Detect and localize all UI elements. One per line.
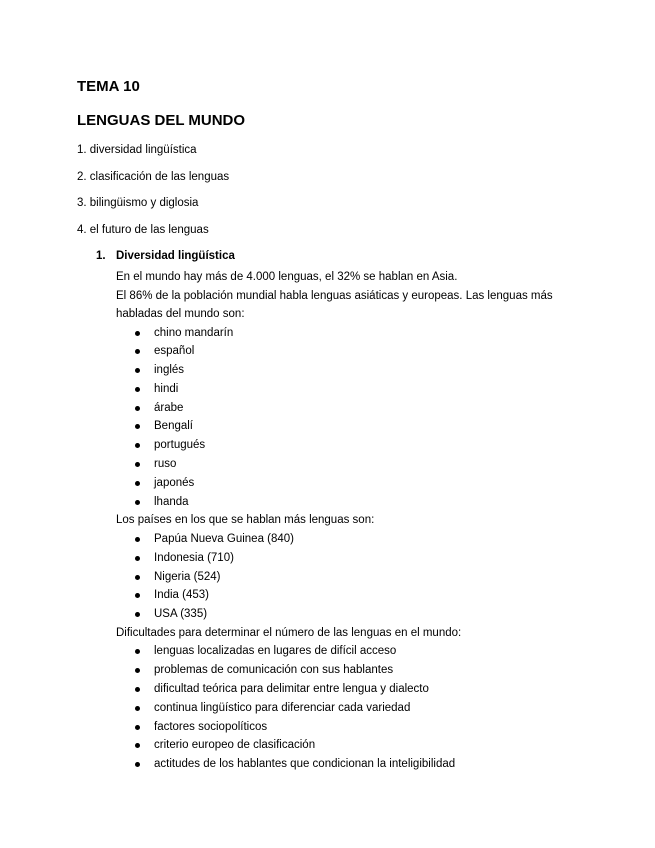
list-item: Nigeria (524) bbox=[116, 568, 586, 587]
list-item: continua lingüístico para diferenciar cada variedad bbox=[116, 699, 586, 718]
list-item: portugués bbox=[116, 436, 586, 455]
difficulties-intro: Dificultades para determinar el número de las lenguas en el mundo: bbox=[116, 626, 462, 639]
list-item: India (453) bbox=[116, 586, 586, 605]
list-item: criterio europeo de clasificación bbox=[116, 736, 586, 755]
list-item: Papúa Nueva Guinea (840) bbox=[116, 530, 586, 549]
list-item: USA (335) bbox=[116, 605, 586, 624]
countries-list bbox=[116, 530, 586, 624]
document-title: LENGUAS DEL MUNDO bbox=[77, 112, 246, 129]
intro-paragraph: El 86% de la población mundial habla lenguas asiáticas y europeas. Las lenguas más habladas del mundo son: bbox=[116, 289, 553, 320]
list-item: inglés bbox=[116, 361, 586, 380]
intro-paragraph: En el mundo hay más de 4.000 lenguas, el 32% se hablan en Asia. bbox=[116, 271, 458, 283]
toc-item: 2. clasificación de las lenguas bbox=[77, 171, 230, 183]
list-item: Bengalí bbox=[116, 417, 586, 436]
list-item: actitudes de los hablantes que condicionan la inteligibilidad bbox=[116, 755, 586, 774]
countries-intro: Los países en los que se hablan más lenguas son: bbox=[116, 514, 375, 527]
languages-list bbox=[116, 324, 586, 512]
section-heading bbox=[96, 250, 235, 262]
list-item: lhanda bbox=[116, 493, 586, 512]
list-item: ruso bbox=[116, 455, 586, 474]
list-item: lenguas localizadas en lugares de difícil acceso bbox=[116, 642, 586, 661]
list-item: árabe bbox=[116, 399, 586, 418]
document-tema-heading: TEMA 10 bbox=[77, 78, 140, 95]
list-item: dificultad teórica para delimitar entre lengua y dialecto bbox=[116, 680, 586, 699]
list-item: japonés bbox=[116, 474, 586, 493]
toc-item: 1. diversidad lingüística bbox=[77, 144, 197, 156]
difficulties-list bbox=[116, 642, 586, 774]
list-item: chino mandarín bbox=[116, 324, 586, 343]
section-heading-text: Diversidad lingüística bbox=[116, 250, 235, 262]
list-item: hindi bbox=[116, 380, 586, 399]
list-item: español bbox=[116, 342, 586, 361]
section-body bbox=[116, 268, 586, 774]
list-item: factores sociopolíticos bbox=[116, 718, 586, 737]
toc-item: 4. el futuro de las lenguas bbox=[77, 224, 209, 236]
toc-item: 3. bilingüismo y diglosia bbox=[77, 197, 199, 209]
list-item: problemas de comunicación con sus hablantes bbox=[116, 661, 586, 680]
list-item: Indonesia (710) bbox=[116, 549, 586, 568]
section-number: 1. bbox=[96, 250, 106, 262]
